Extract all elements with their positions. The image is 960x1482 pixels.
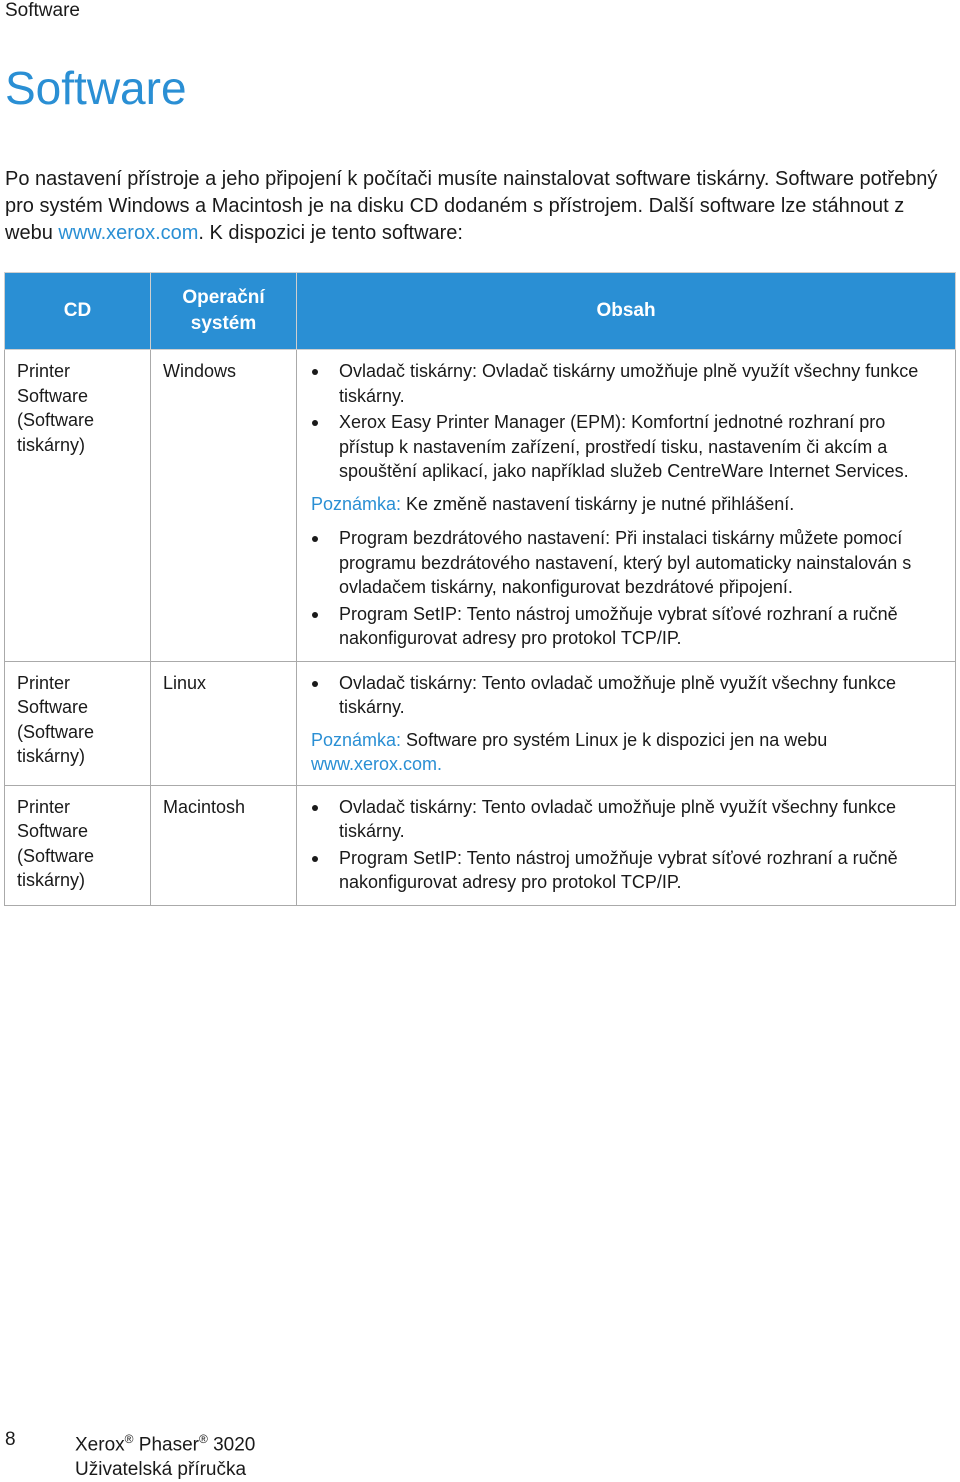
cell-os: Macintosh xyxy=(151,785,297,905)
product: Phaser xyxy=(138,1434,199,1456)
registered-mark: ® xyxy=(124,1432,134,1446)
cell-cd: Printer Software (Software tiskárny) xyxy=(5,785,151,905)
content-list xyxy=(309,795,945,895)
list-item: Program bezdrátového nastavení: Při instalaci tiskárny můžete pomocí programu bezdrátového nastavení, který byl automaticky nainstalován s ovladačem tiskárny, nakonfigurovat bezdrátové připojení. xyxy=(309,526,945,600)
header-os: Operační systém xyxy=(151,273,297,350)
note-text: Software pro systém Linux je k dispozici jen na webu xyxy=(401,729,828,750)
content-list xyxy=(309,359,945,484)
cell-os: Linux xyxy=(151,661,297,785)
guide-title: Uživatelská příručka xyxy=(75,1459,247,1481)
table-header-row xyxy=(5,273,956,350)
list-item: Xerox Easy Printer Manager (EPM): Komfortní jednotné rozhraní pro přístup k nastavením zařízení, prostředí tisku, nastavením či akcím a spouštění aplikací, jako například služeb CentreWare Internet Services. xyxy=(309,410,945,484)
cell-content xyxy=(297,661,956,785)
intro-paragraph xyxy=(5,166,950,247)
content-list xyxy=(309,526,945,651)
note xyxy=(309,492,945,517)
list-item: Ovladač tiskárny: Tento ovladač umožňuje plně využít všechny funkce tiskárny. xyxy=(309,795,945,844)
model: 3020 xyxy=(213,1434,256,1456)
product-info xyxy=(75,1427,255,1482)
intro-text: Po nastavení přístroje a jeho připojení k počítači musíte nainstalovat software tiskárny. Software potřebný pro systém Windows a Macintosh je na disku CD dodaném s přístrojem. Další software lze stáhnout z webu xyxy=(5,168,938,244)
registered-mark: ® xyxy=(198,1432,208,1446)
xerox-link[interactable]: www.xerox.com xyxy=(58,222,199,244)
list-item: Ovladač tiskárny: Ovladač tiskárny umožňuje plně využít všechny funkce tiskárny. xyxy=(309,359,945,408)
table-row-windows xyxy=(5,350,956,662)
cell-cd: Printer Software (Software tiskárny) xyxy=(5,350,151,662)
cell-os: Windows xyxy=(151,350,297,662)
note-text: Ke změně nastavení tiskárny je nutné přihlášení. xyxy=(401,493,795,514)
software-table xyxy=(4,272,956,906)
note xyxy=(309,728,945,777)
cell-content xyxy=(297,350,956,662)
table-row-macintosh xyxy=(5,785,956,905)
page-title: Software xyxy=(5,62,187,114)
content-list xyxy=(309,671,945,720)
cell-cd: Printer Software (Software tiskárny) xyxy=(5,661,151,785)
brand: Xerox xyxy=(75,1434,125,1456)
header-cd: CD xyxy=(5,273,151,350)
page-number: 8 xyxy=(5,1429,16,1450)
xerox-link[interactable]: www.xerox.com xyxy=(311,754,438,774)
cell-content xyxy=(297,785,956,905)
running-header: Software xyxy=(5,0,80,21)
list-item: Program SetIP: Tento nástroj umožňuje vybrat síťové rozhraní a ručně nakonfigurovat adresy pro protokol TCP/IP. xyxy=(309,846,945,895)
table-row-linux xyxy=(5,661,956,785)
intro-text-end: . K dispozici je tento software: xyxy=(198,222,463,244)
note-label: Poznámka: xyxy=(311,493,402,514)
product-name xyxy=(75,1427,255,1457)
list-item: Program SetIP: Tento nástroj umožňuje vybrat síťové rozhraní a ručně nakonfigurovat adresy pro protokol TCP/IP. xyxy=(309,602,945,651)
list-item: Ovladač tiskárny: Tento ovladač umožňuje plně využít všechny funkce tiskárny. xyxy=(309,671,945,720)
header-content: Obsah xyxy=(297,273,956,350)
note-label: Poznámka: xyxy=(311,729,402,750)
note-end: . xyxy=(437,754,443,774)
